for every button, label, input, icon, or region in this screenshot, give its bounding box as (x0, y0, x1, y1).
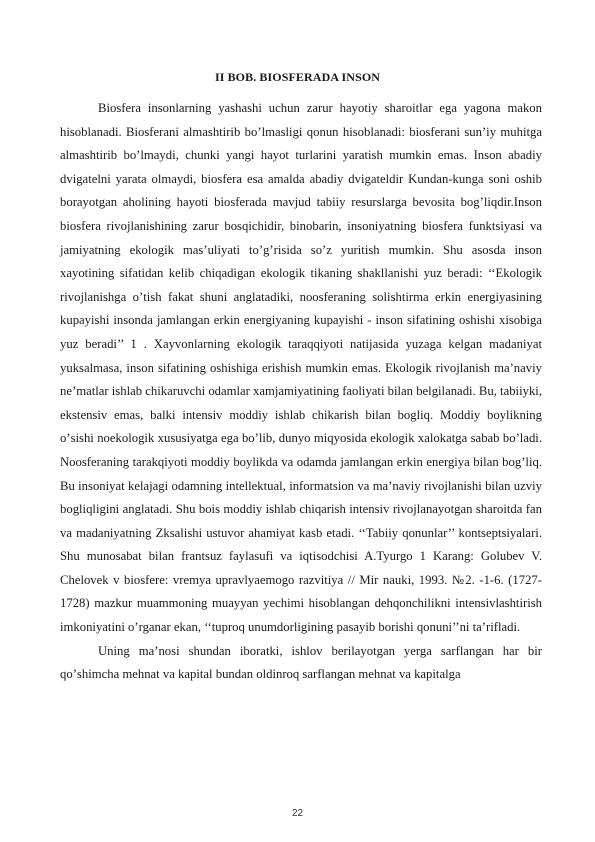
paragraph-1: Biosfera insonlarning yashashi uchun zarur hayotiy sharoitlar ega yagona makon hisoblanadi. Biosferani almashtirib boʼlmasligi qonun hisoblanadi: biosferani sunʼiy muhitga almashtirib boʼlmaydi, chunki yangi hayot turlarini yaratish mumkin emas. Inson abadiy dvigatelni yarata olmaydi, biosfera esa amalda abadiy dvigateldir Kundan-kunga soni oshib borayotgan aholining hayoti biosferada mavjud tabiiy resurslarga bevosita bogʼliqdir.Inson biosfera rivojlanishining zarur bosqichidir, binobarin, insoniyatning biosfera funktsiyasi va jamiyatning ekologik masʼuliyati toʼgʼrisida soʼz yuritish mumkin. Shu asosda inson xayotining sifatidan kelib chiqadigan ekologik tikaning shakllanishi yuz beradi: ‘‘Ekologik rivojlanishga oʼtish fakat shuni anglatadiki, noosferaning solishtirma erkin energiyasining kupayishi insonda jamlangan erkin energiyaning kupayishi - inson sifatining oshishi xisobiga yuz beradi’’ 1 . Xayvonlarning ekologik taraqqiyoti natijasida yuzaga kelgan madaniyat yuksalmasa, inson sifatining oshishiga erishish mumkin emas. Ekologik rivojlanish maʼnaviy neʼmatlar ishlab chikaruvchi odamlar xamjamiyatining faoliyati bilan belgilanadi. Bu, tabiiyki, ekstensiv emas, balki intensiv moddiy ishlab chikarish bilan bogliq. Moddiy boylikning oʼsishi noekologik xususiyatga ega boʼlib, dunyo miqyosida ekologik xalokatga sabab boʼladi. Noosferaning tarakqiyoti moddiy boylikda va odamda jamlangan erkin energiya bilan bogʼliq. Bu insoniyat kelajagi odamning intellektual, informatsion va maʼnaviy rivojlanishi bilan uzviy bogliqligini anglatadi. Shu bois moddiy ishlab chiqarish intensiv rivojlanayotgan sharoitda fan va madaniyatning Zksalishi ustuvor ahamiyat kasb etadi. ‘‘Tabiiy qonunlar’’ kontseptsiyalari. Shu munosabat bilan frantsuz faylasufi va iqtisodchisi A.Tyurgo 1 Karang: Golubev V. Chelovek v biosfere: vremya upravlyaemogo razvitiya // Mir nauki, 1993. №2. -1-6. (1727-1728) mazkur muammoning muayyan yechimi hisoblangan dehqonchilikni intensivlashtirish imkoniyatini oʼrganar ekan, ‘‘tuproq unumdorligining pasayib borishi qonuni’’ni taʼrifladi. (60, 101, 542, 635)
chapter-heading: II BOB. BIOSFERADA INSON (214, 70, 381, 84)
paragraph-2: Uning maʼnosi shundan iboratki, ishlov berilayotgan yerga sarflangan har bir qoʼshimcha mehnat va kapital bundan oldinroq sarflangan mehnat va kapitalga (60, 643, 542, 682)
body-text (60, 97, 542, 687)
page-number: 22 (291, 808, 304, 819)
